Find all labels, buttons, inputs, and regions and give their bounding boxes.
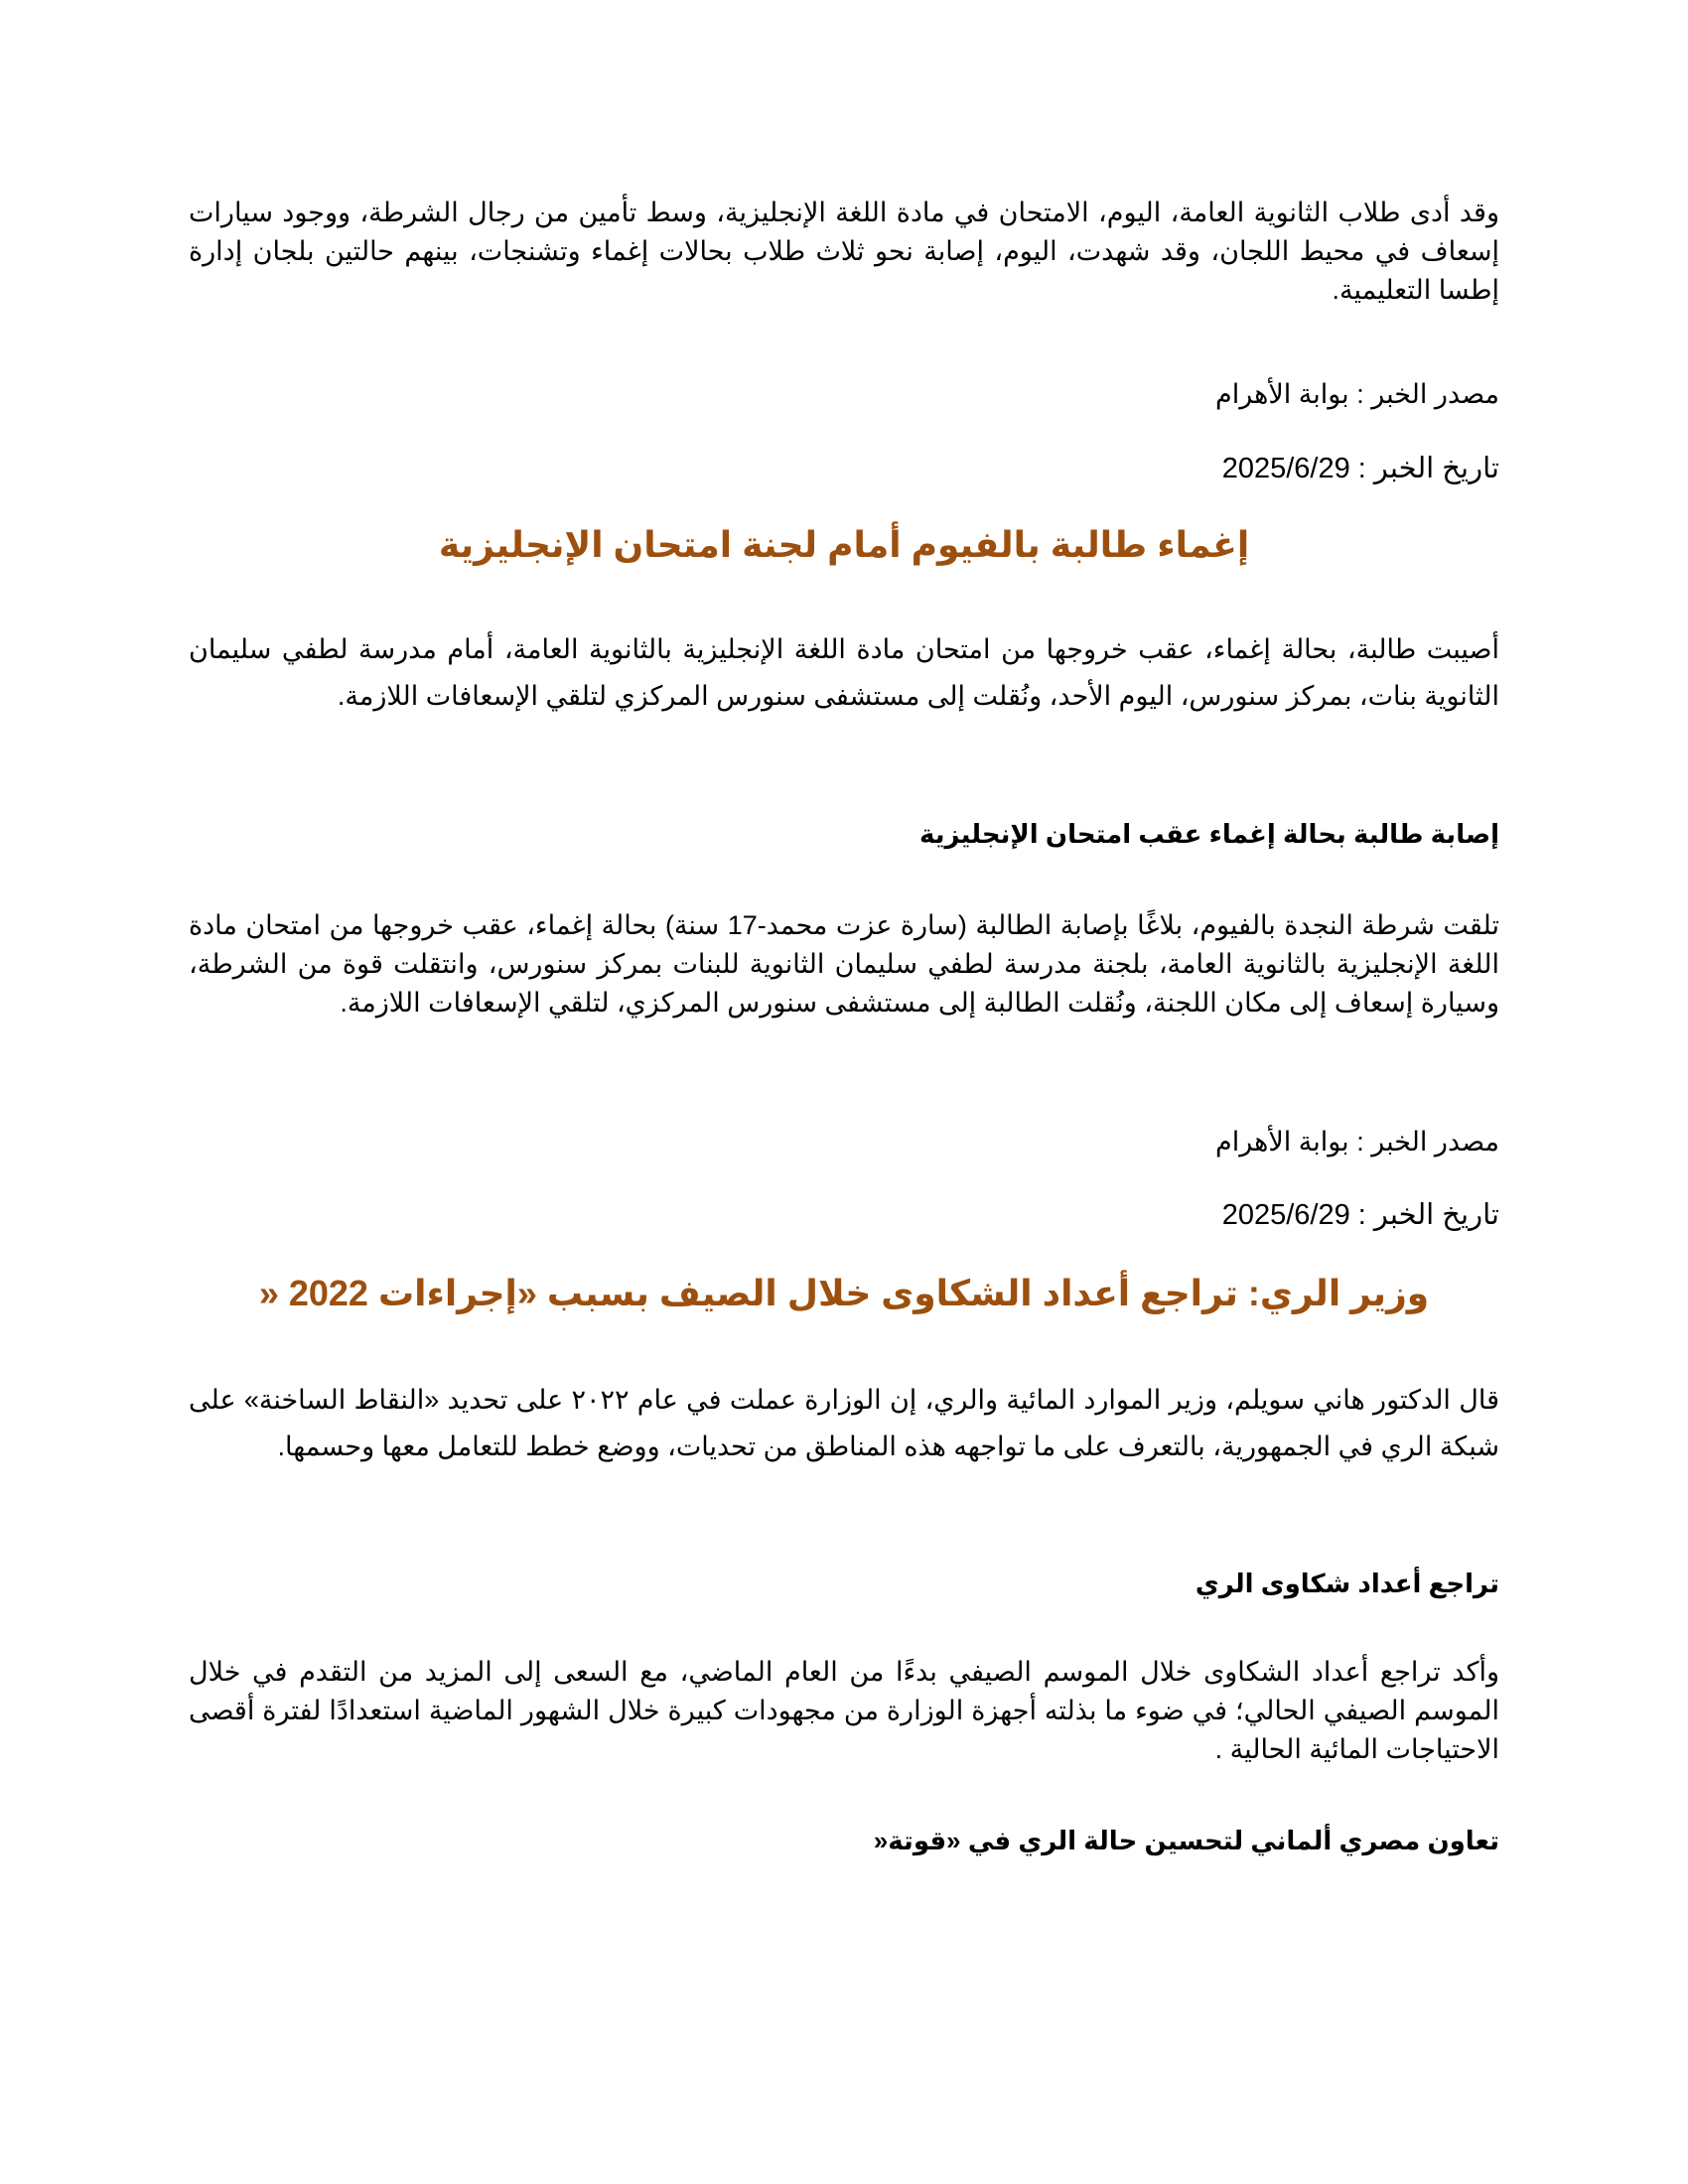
article3-body: وأكد تراجع أعداد الشكاوى خلال الموسم الصيفي بدءًا من العام الماضي، مع السعى إلى المزيد من التقدم في خلال الموسم الصيفي الحالي؛ في ضوء ما بذلته أجهزة الوزارة من مجهودات كبيرة خلال الشهور الماضية استعدادًا لفترة أقصى الاحتياجات المائية الحالية . [189,1657,1499,1764]
article3-subheading-2: تعاون مصري ألماني لتحسين حالة الري في «قوتة« [873,1826,1499,1855]
article3-subheading: تراجع أعداد شكاوى الري [1195,1569,1499,1598]
article2-date: تاريخ الخبر : 2025/6/29 [1221,1199,1499,1231]
article2-subheading: إصابة طالبة بحالة إغماء عقب امتحان الإنجليزية [918,819,1499,849]
article1-source: مصدر الخبر : بوابة الأهرام [1214,379,1499,409]
article2-headline: إغماء طالبة بالفيوم أمام لجنة امتحان الإنجليزية [438,524,1250,565]
article3-intro: قال الدكتور هاني سويلم، وزير الموارد المائية والري، إن الوزارة عملت في عام ٢٠٢٢ على تحديد «النقاط الساخنة» على شبكة الري في الجمهورية، بالتعرف على ما تواجهه هذه المناطق من تحديات، ووضع خطط للتعامل معها وحسمها. [189,1385,1499,1461]
article2-body: تلقت شرطة النجدة بالفيوم، بلاغًا بإصابة الطالبة (سارة عزت محمد-17 سنة) بحالة إغماء، عقب خروجها من امتحان مادة اللغة الإنجليزية بالثانوية العامة، بلجنة مدرسة لطفي سليمان الثانوية للبنات بمركز سنورس، وانتقلت قوة من الشرطة، وسيارة إسعاف إلى مكان اللجنة، ونُقلت الطالبة إلى مستشفى سنورس المركزي، لتلقي الإسعافات اللازمة. [189,910,1500,1018]
article2-source: مصدر الخبر : بوابة الأهرام [1214,1127,1499,1157]
article1-body: وقد أدى طلاب الثانوية العامة، اليوم، الامتحان في مادة اللغة الإنجليزية، وسط تأمين من رجال الشرطة، ووجود سيارات إسعاف في محيط اللجان، وقد شهدت، اليوم، إصابة نحو ثلاث طلاب بحالات إغماء وتشنجات، بينهم حالتين بلجان إدارة إطسا التعليمية. [189,198,1499,305]
article3-headline: وزير الري: تراجع أعداد الشكاوى خلال الصيف بسبب «إجراءات 2022 « [258,1273,1430,1313]
article1-date: تاريخ الخبر : 2025/6/29 [1221,453,1499,484]
article2-intro: أصيبت طالبة، بحالة إغماء، عقب خروجها من امتحان مادة اللغة الإنجليزية بالثانوية العامة، أمام مدرسة لطفي سليمان الثانوية بنات، بمركز سنورس، اليوم الأحد، ونُقلت إلى مستشفى سنورس المركزي لتلقي الإسعافات اللازمة. [189,634,1499,711]
